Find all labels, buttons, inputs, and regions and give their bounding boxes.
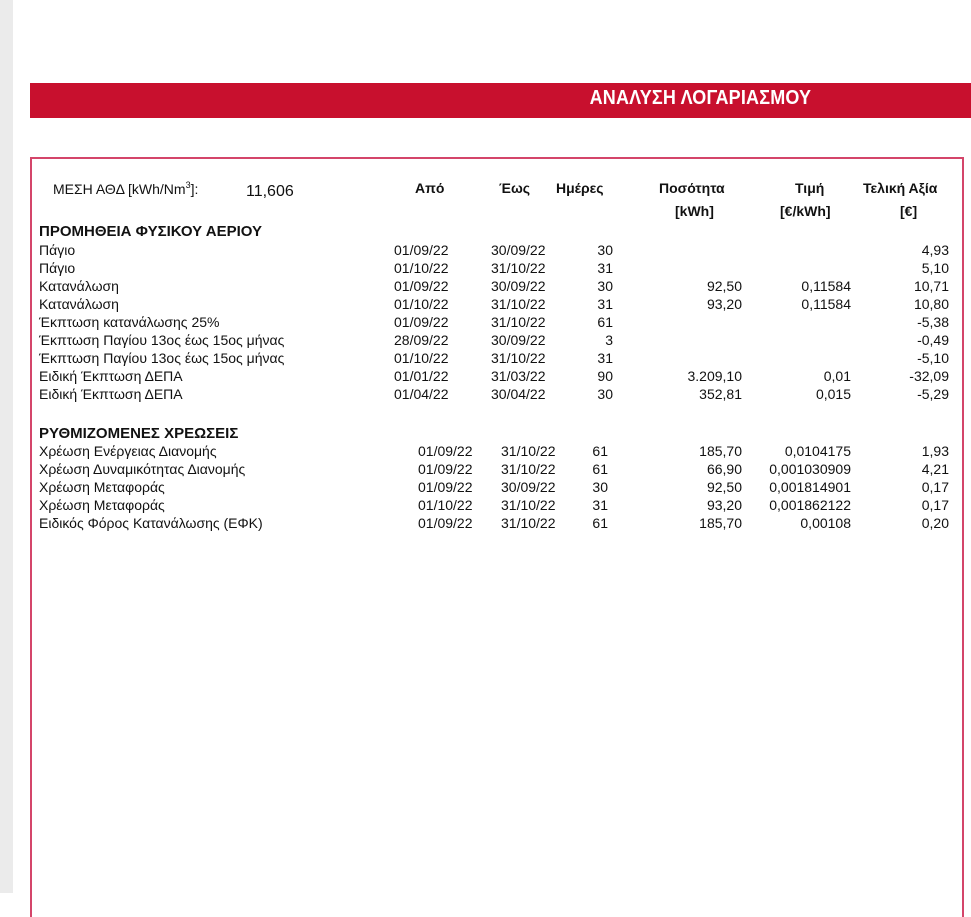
row-from-date: 01/04/22 [394, 386, 449, 402]
row-total: 1,93 [921, 443, 949, 459]
row-description: Χρέωση Μεταφοράς [39, 497, 165, 513]
row-to-date: 30/09/22 [491, 278, 546, 294]
row-to-date: 31/10/22 [491, 350, 546, 366]
row-quantity: 185,70 [699, 443, 742, 459]
row-description: Κατανάλωση [39, 296, 119, 312]
table-row [0, 497, 971, 514]
row-description: Ειδική Έκπτωση ΔΕΠΑ [39, 368, 183, 384]
row-price: 0,001814901 [769, 479, 851, 495]
mean-gcv-label-superscript: 3 [185, 180, 191, 190]
row-description: Χρέωση Μεταφοράς [39, 479, 165, 495]
row-total: 0,20 [921, 515, 949, 531]
row-to-date: 30/09/22 [491, 242, 546, 258]
header-total-unit: [€] [900, 203, 918, 219]
row-quantity: 352,81 [699, 386, 742, 402]
section-title-bar [30, 83, 971, 118]
row-quantity: 92,50 [706, 278, 742, 294]
row-price: 0,001862122 [769, 497, 851, 513]
row-to-date: 30/09/22 [491, 332, 546, 348]
row-total: -5,10 [917, 350, 949, 366]
row-from-date: 01/09/22 [418, 479, 473, 495]
row-description: Ειδική Έκπτωση ΔΕΠΑ [39, 386, 183, 402]
row-quantity: 185,70 [699, 515, 742, 531]
header-quantity: Ποσότητα [659, 180, 725, 196]
mean-gcv-label [53, 180, 198, 197]
row-days: 31 [592, 497, 608, 513]
row-total: 10,80 [913, 296, 949, 312]
table-row [0, 278, 971, 295]
row-description: Χρέωση Δυναμικότητας Διανομής [39, 461, 246, 477]
row-days: 90 [597, 368, 613, 384]
header-quantity-unit: [kWh] [675, 203, 714, 219]
row-description: Έκπτωση κατανάλωσης 25% [39, 314, 220, 330]
row-quantity: 3.209,10 [687, 368, 742, 384]
row-total: -32,09 [909, 368, 949, 384]
row-description: Έκπτωση Παγίου 13ος έως 15ος μήνας [39, 332, 285, 348]
row-to-date: 31/10/22 [501, 443, 556, 459]
row-to-date: 31/10/22 [501, 515, 556, 531]
section-title-regulated: ΡΥΘΜΙΖΟΜΕΝΕΣ ΧΡΕΩΣΕΙΣ [39, 425, 239, 442]
table-row [0, 515, 971, 532]
row-total: 5,10 [921, 260, 949, 276]
table-row [0, 242, 971, 259]
row-to-date: 30/04/22 [491, 386, 546, 402]
row-price: 0,0104175 [784, 443, 851, 459]
mean-gcv-value: 11,606 [246, 183, 294, 200]
row-total: 0,17 [921, 479, 949, 495]
row-total: 0,17 [921, 497, 949, 513]
table-row [0, 386, 971, 403]
table-row [0, 368, 971, 385]
row-days: 61 [597, 314, 613, 330]
row-price: 0,01 [823, 368, 851, 384]
row-quantity: 66,90 [706, 461, 742, 477]
row-days: 31 [597, 350, 613, 366]
row-days: 61 [592, 461, 608, 477]
row-days: 31 [597, 260, 613, 276]
row-quantity: 93,20 [706, 497, 742, 513]
row-from-date: 01/10/22 [394, 260, 449, 276]
row-quantity: 93,20 [706, 296, 742, 312]
row-total: -0,49 [917, 332, 949, 348]
row-description: Χρέωση Ενέργειας Διανομής [39, 443, 217, 459]
row-total: 10,71 [913, 278, 949, 294]
row-days: 61 [592, 515, 608, 531]
row-from-date: 01/09/22 [394, 314, 449, 330]
row-from-date: 01/01/22 [394, 368, 449, 384]
row-from-date: 01/10/22 [394, 296, 449, 312]
row-from-date: 01/09/22 [418, 461, 473, 477]
row-days: 31 [597, 296, 613, 312]
row-total: 4,93 [921, 242, 949, 258]
row-price: 0,00108 [800, 515, 851, 531]
row-days: 30 [597, 242, 613, 258]
row-description: Κατανάλωση [39, 278, 119, 294]
section-title-supply: ΠΡΟΜΗΘΕΙΑ ΦΥΣΙΚΟΥ ΑΕΡΙΟΥ [39, 223, 263, 240]
row-to-date: 31/10/22 [491, 314, 546, 330]
row-to-date: 31/10/22 [501, 497, 556, 513]
row-price: 0,11584 [801, 278, 851, 294]
row-from-date: 01/09/22 [418, 443, 473, 459]
table-row [0, 479, 971, 496]
row-from-date: 01/09/22 [394, 242, 449, 258]
table-row [0, 461, 971, 478]
row-to-date: 31/10/22 [491, 260, 546, 276]
row-days: 61 [592, 443, 608, 459]
row-to-date: 31/10/22 [501, 461, 556, 477]
row-price: 0,001030909 [769, 461, 851, 477]
row-days: 3 [605, 332, 613, 348]
row-price: 0,015 [815, 386, 851, 402]
mean-gcv-label-end: ]: [190, 181, 199, 197]
row-description: Ειδικός Φόρος Κατανάλωσης (ΕΦΚ) [39, 515, 263, 531]
table-row [0, 314, 971, 331]
header-days: Ημέρες [556, 180, 604, 196]
row-total: 4,21 [921, 461, 949, 477]
table-row [0, 260, 971, 277]
row-from-date: 01/10/22 [418, 497, 473, 513]
mean-gcv-label-text: ΜΕΣΗ ΑΘΔ [kWh/Nm [53, 181, 186, 197]
header-to: Έως [499, 180, 531, 196]
row-description: Πάγιο [39, 242, 76, 258]
row-from-date: 01/09/22 [418, 515, 473, 531]
row-total: -5,29 [917, 386, 949, 402]
header-total: Τελική Αξία [863, 180, 938, 196]
row-to-date: 31/10/22 [491, 296, 546, 312]
header-price-unit: [€/kWh] [780, 203, 831, 219]
row-description: Έκπτωση Παγίου 13ος έως 15ος μήνας [39, 350, 285, 366]
table-row [0, 350, 971, 367]
row-days: 30 [597, 278, 613, 294]
row-quantity: 92,50 [706, 479, 742, 495]
header-from: Από [415, 180, 445, 196]
table-row [0, 332, 971, 349]
row-price: 0,11584 [801, 296, 851, 312]
row-days: 30 [597, 386, 613, 402]
row-to-date: 31/03/22 [491, 368, 546, 384]
row-total: -5,38 [917, 314, 949, 330]
row-from-date: 01/10/22 [394, 350, 449, 366]
section-title: ΑΝΑΛΥΣΗ ΛΟΓΑΡΙΑΣΜΟΥ [589, 87, 811, 109]
table-row [0, 296, 971, 313]
row-to-date: 30/09/22 [501, 479, 556, 495]
table-row [0, 443, 971, 460]
row-from-date: 01/09/22 [394, 278, 449, 294]
row-from-date: 28/09/22 [394, 332, 449, 348]
row-days: 30 [592, 479, 608, 495]
row-description: Πάγιο [39, 260, 76, 276]
header-price: Τιμή [795, 180, 825, 196]
